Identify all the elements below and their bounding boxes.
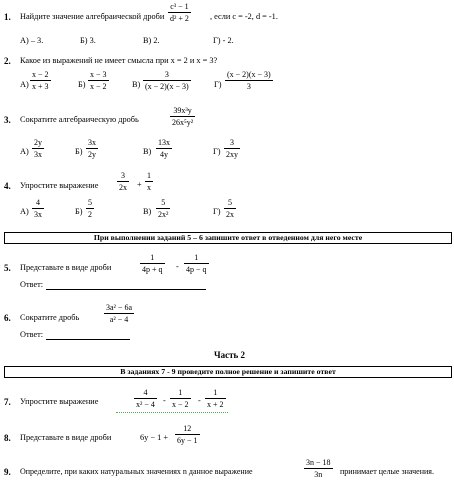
q2-option-a-fraction <box>30 70 51 91</box>
q2-text: Какое из выражений не имеет смысла при x = 2 и x = 3? <box>20 56 218 65</box>
q6-fraction-denominator: a² − 4 <box>109 315 129 324</box>
q7-minus-2: - <box>198 396 201 405</box>
spellcheck-underline <box>116 410 228 413</box>
section-header-7-9: В заданиях 7 - 9 проведите полное решение и запишите ответ <box>4 366 452 378</box>
fraction-bar <box>205 398 226 399</box>
fraction-bar <box>170 398 191 399</box>
q3-option-c-label: В) <box>143 147 152 156</box>
fraction-bar <box>30 80 51 81</box>
fraction-bar <box>32 148 44 149</box>
fraction-bar <box>140 263 165 264</box>
q2-a-denominator: x + 3 <box>32 82 49 91</box>
q2-d-numerator: (x − 2)(x − 3) <box>227 70 271 79</box>
q7-minus-1: - <box>163 396 166 405</box>
q2-option-d-fraction <box>225 70 273 91</box>
q8-fraction <box>175 424 200 445</box>
q2-option-c-label: В) <box>132 80 141 89</box>
q1-fraction <box>168 2 191 23</box>
q2-option-b-label: Б) <box>78 80 86 89</box>
q9-fraction <box>304 458 333 479</box>
q1-option-d: Г) - 2. <box>213 36 234 45</box>
q3-c-numerator: 13x <box>158 138 170 147</box>
q3-option-b-fraction <box>86 138 98 159</box>
fraction-bar <box>170 116 195 117</box>
q9-tail: принимает целые значения. <box>340 467 434 476</box>
q4-a-denominator: 3x <box>34 210 42 219</box>
fraction-bar <box>224 148 240 149</box>
q4-option-b-fraction <box>86 198 94 219</box>
fraction-bar <box>225 80 273 81</box>
q3-a-numerator: 2y <box>34 138 42 147</box>
q4-b-numerator: 5 <box>88 198 92 207</box>
q3-option-d-label: Г) <box>213 147 221 156</box>
q3-d-numerator: 3 <box>230 138 234 147</box>
q6-number: 6. <box>4 313 11 323</box>
q8-text: Представьте в виде дроби <box>20 433 112 442</box>
q4-c-numerator: 5 <box>161 198 166 207</box>
q2-option-c-fraction <box>143 70 191 91</box>
q4-option-b-label: Б) <box>75 207 83 216</box>
q2-option-d-label: Г) <box>214 80 222 89</box>
fraction-bar <box>304 468 333 469</box>
q3-d-denominator: 2xy <box>226 150 238 159</box>
q7-f1-numerator: 4 <box>143 388 148 397</box>
q4-a-numerator: 4 <box>36 198 40 207</box>
q3-a-denominator: 3x <box>34 150 42 159</box>
q3-text: Сократите алгебраическую дробь <box>20 115 139 124</box>
q7-fraction-3 <box>205 388 226 409</box>
q2-d-denominator: 3 <box>246 82 251 91</box>
q8-expression: 6y − 1 + <box>140 433 169 442</box>
q5-fraction-2 <box>184 253 209 274</box>
q4-b-denominator: 2 <box>88 210 92 219</box>
q4-fraction-1 <box>117 171 129 192</box>
q7-f3-denominator: x + 2 <box>207 400 224 409</box>
fraction-bar <box>156 148 172 149</box>
q2-b-denominator: x − 2 <box>90 82 107 91</box>
q5-answer-line[interactable] <box>46 289 206 290</box>
q6-answer-label: Ответ: <box>20 330 44 339</box>
q1-fraction-denominator: d² + 2 <box>170 14 189 23</box>
q5-f2-denominator: 4p − q <box>186 265 207 274</box>
q7-fraction-2 <box>170 388 191 409</box>
q4-option-d-fraction <box>224 198 236 219</box>
q8-fraction-denominator: 6y − 1 <box>177 436 198 445</box>
q2-a-numerator: x − 2 <box>32 70 49 79</box>
q2-option-a-label: А) <box>20 80 29 89</box>
q1-number: 1. <box>4 12 11 22</box>
q6-text: Сократите дробь <box>20 313 80 322</box>
fraction-bar <box>184 263 209 264</box>
q1-text: Найдите значение алгебраической дроби <box>20 12 165 21</box>
q4-option-a-fraction <box>32 198 44 219</box>
q4-option-c-fraction <box>156 198 170 219</box>
q3-option-a-label: А) <box>20 147 29 156</box>
q4-f2-numerator: 1 <box>147 171 151 180</box>
q3-option-a-fraction <box>32 138 44 159</box>
q6-fraction-numerator: 3a² − 6a <box>106 303 133 312</box>
q6-fraction <box>104 303 134 324</box>
fraction-bar <box>143 80 191 81</box>
q5-text: Представьте в виде дроби <box>20 263 112 272</box>
fraction-bar <box>145 181 153 182</box>
q4-f2-denominator: x <box>147 183 151 192</box>
q3-option-c-fraction <box>156 138 172 159</box>
fraction-bar <box>168 12 191 13</box>
q4-d-denominator: 2x <box>226 210 234 219</box>
q4-option-d-label: Г) <box>213 207 221 216</box>
q5-answer-label: Ответ: <box>20 280 44 289</box>
fraction-bar <box>134 398 157 399</box>
q4-text: Упростите выражение <box>20 181 99 190</box>
q3-fraction <box>170 106 195 127</box>
q4-d-numerator: 5 <box>228 198 232 207</box>
fraction-bar <box>32 208 44 209</box>
fraction-bar <box>88 80 109 81</box>
q7-f2-denominator: x − 2 <box>172 400 189 409</box>
q3-c-denominator: 4y <box>160 150 168 159</box>
q1-condition: , если c = -2, d = -1. <box>210 12 278 21</box>
q3-fraction-numerator: 39x³y <box>173 106 192 115</box>
fraction-bar <box>224 208 236 209</box>
q5-f2-numerator: 1 <box>194 253 199 262</box>
q1-option-a: А) – 3. <box>20 36 44 45</box>
q9-fraction-denominator: 3n <box>314 470 323 479</box>
q3-option-d-fraction <box>224 138 240 159</box>
q6-answer-line[interactable] <box>46 339 130 340</box>
q5-f1-denominator: 4p + q <box>142 265 163 274</box>
q8-fraction-numerator: 12 <box>183 424 192 433</box>
fraction-bar <box>86 208 94 209</box>
section-header-5-6: При выполнении заданий 5 – 6 запишите ответ в отведенном для него месте <box>4 232 452 244</box>
part-2-title: Часть 2 <box>214 350 246 360</box>
q3-option-b-label: Б) <box>75 147 83 156</box>
q2-c-numerator: 3 <box>164 70 169 79</box>
q2-option-b-fraction <box>88 70 109 91</box>
q4-f1-numerator: 3 <box>121 171 125 180</box>
q1-option-b: Б) 3. <box>80 36 96 45</box>
q2-number: 2. <box>4 56 11 66</box>
q7-text: Упростите выражение <box>20 397 99 406</box>
q3-number: 3. <box>4 115 11 125</box>
q9-number: 9. <box>4 467 11 477</box>
q3-b-denominator: 2y <box>88 150 96 159</box>
fraction-bar <box>86 148 98 149</box>
q2-c-denominator: (x − 2)(x − 3) <box>145 82 189 91</box>
q5-f1-numerator: 1 <box>150 253 155 262</box>
q2-b-numerator: x − 3 <box>90 70 107 79</box>
q8-number: 8. <box>4 433 11 443</box>
q5-minus: - <box>176 262 179 271</box>
q4-fraction-2 <box>145 171 153 192</box>
q7-fraction-1 <box>134 388 157 409</box>
q4-number: 4. <box>4 181 11 191</box>
q5-fraction-1 <box>140 253 165 274</box>
fraction-bar <box>175 434 200 435</box>
q4-option-a-label: А) <box>20 207 29 216</box>
q4-c-denominator: 2x² <box>158 210 169 219</box>
q4-plus: + <box>137 180 142 189</box>
q1-option-c: В) 2. <box>143 36 160 45</box>
fraction-bar <box>104 313 134 314</box>
fraction-bar <box>117 181 129 182</box>
q1-fraction-numerator: c³ − 1 <box>170 2 189 11</box>
q5-number: 5. <box>4 263 11 273</box>
q9-text: Определите, при каких натуральных значениях n данное выражение <box>20 467 253 476</box>
q9-fraction-numerator: 3n − 18 <box>306 458 331 467</box>
q4-option-c-label: В) <box>143 207 152 216</box>
q7-f1-denominator: x² − 4 <box>136 400 155 409</box>
q4-f1-denominator: 2x <box>119 183 127 192</box>
q3-b-numerator: 3x <box>88 138 96 147</box>
q3-fraction-denominator: 26x⁵y² <box>172 118 194 127</box>
fraction-bar <box>156 208 170 209</box>
q7-number: 7. <box>4 397 11 407</box>
q7-f3-numerator: 1 <box>213 388 218 397</box>
q7-f2-numerator: 1 <box>178 388 183 397</box>
